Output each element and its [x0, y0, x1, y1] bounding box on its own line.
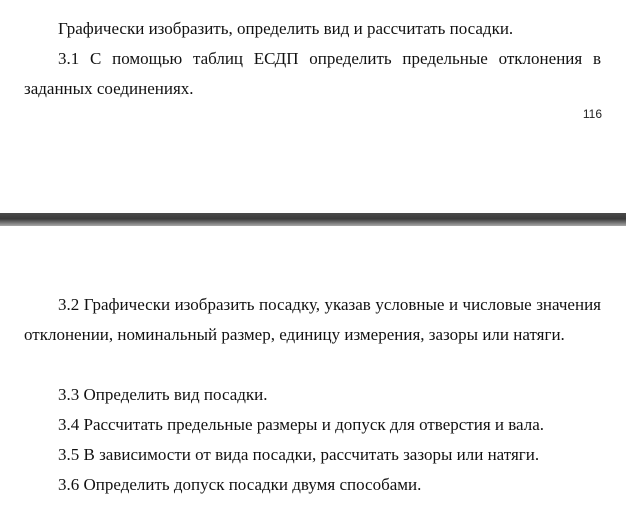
paragraph-intro: Графически изобразить, определить вид и рассчитать посадки.: [58, 19, 514, 38]
paragraph-3-6: 3.6 Определить допуск посадки двумя способами.: [58, 475, 422, 494]
page-number: 116: [582, 107, 602, 121]
page-bottom: [0, 226, 626, 511]
page-top: [0, 0, 626, 213]
paragraph-3-3: 3.3 Определить вид посадки.: [58, 385, 268, 404]
page-separator: [0, 213, 626, 226]
paragraph-3-4: 3.4 Рассчитать предельные размеры и допуск для отверстия и вала.: [58, 415, 545, 434]
paragraph-3-5: 3.5 В зависимости от вида посадки, рассчитать зазоры или натяги.: [58, 445, 540, 464]
paragraph-3-1: 3.1 С помощью таблиц ЕСДП определить предельные отклонения в заданных соединениях.: [24, 49, 601, 98]
paragraph-3-2: 3.2 Графически изобразить посадку, указав условные и числовые значения отклонении, номинальный размер, единицу измерения, зазоры или натяги.: [24, 295, 601, 344]
